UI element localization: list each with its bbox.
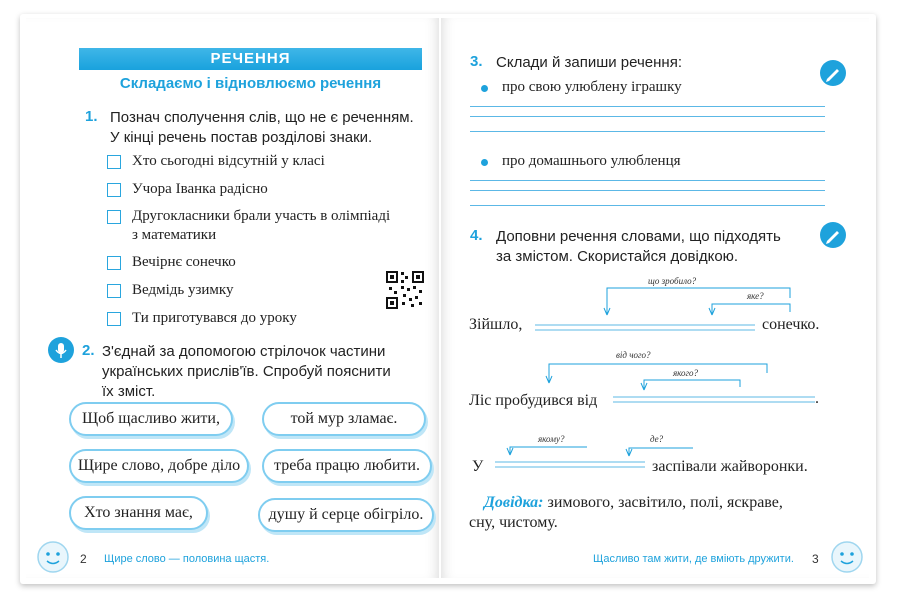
- pencil-icon: [820, 60, 846, 86]
- pencil-icon: [820, 222, 846, 248]
- task3-prompt-1: про свою улюблену іграшку: [502, 79, 682, 95]
- task1-instructions: [110, 108, 430, 148]
- checkbox-item-3[interactable]: [107, 210, 121, 224]
- item-1-text: Хто сьогодні відсутній у класі: [132, 153, 325, 169]
- sentence1-end: сонечко.: [762, 316, 820, 333]
- sentence2-end: .: [815, 390, 819, 407]
- item-3-text: Другокласники брали участь в олімпіаді: [132, 208, 391, 224]
- smiley-icon: [36, 540, 70, 574]
- checkbox-item-2[interactable]: [107, 183, 121, 197]
- task2-instructions: [102, 342, 427, 402]
- task1-line1: Познач сполучення слів, що не є реченням.: [110, 109, 414, 126]
- writing-line: [470, 116, 825, 117]
- sentence3-question1: якому?: [538, 434, 565, 444]
- item-5-text: Ведмідь узимку: [132, 282, 234, 298]
- task3-prompt-2: про домашнього улюбленця: [502, 153, 681, 169]
- writing-line[interactable]: [470, 205, 825, 206]
- footer-proverb-right: Щасливо там жити, де вміють дружити.: [593, 553, 794, 565]
- hint-words-2: сну, чистому.: [469, 514, 558, 531]
- task1-number: 1.: [85, 108, 98, 125]
- bullet: [481, 85, 488, 92]
- qr-code-icon[interactable]: [385, 270, 425, 310]
- writing-line: [470, 190, 825, 191]
- task4-number: 4.: [470, 227, 483, 244]
- task3-number: 3.: [470, 53, 483, 70]
- sentence2-question2: якого?: [673, 368, 699, 378]
- task1-line2: У кінці речень постав розділові знаки.: [110, 129, 373, 146]
- writing-line: [470, 106, 825, 107]
- proverb-start-1[interactable]: Щоб щасливо жити,: [69, 402, 233, 436]
- task2-line1: З'єднай за допомогою стрілочок частини: [102, 343, 386, 360]
- task2-line3: їх зміст.: [102, 383, 156, 400]
- proverb-end-1[interactable]: той мур зламає.: [262, 402, 426, 436]
- item-2-text: Учора Іванка радісно: [132, 181, 268, 197]
- section-banner: РЕЧЕННЯ: [79, 48, 422, 70]
- checkbox-item-4[interactable]: [107, 256, 121, 270]
- bullet: [481, 159, 488, 166]
- task4-line1: Доповни речення словами, що підходять: [496, 228, 781, 245]
- checkbox-item-1[interactable]: [107, 155, 121, 169]
- sentence3-start: У: [472, 458, 484, 475]
- item-3-text-cont: з математики: [132, 227, 217, 243]
- task2-number: 2.: [82, 342, 95, 359]
- proverb-end-2[interactable]: треба працю любити.: [262, 449, 432, 483]
- proverb-start-2[interactable]: Щире слово, добре діло: [69, 449, 249, 483]
- item-6-text: Ти приготувався до уроку: [132, 310, 297, 326]
- writing-line: [470, 180, 825, 181]
- footer-proverb-left: Щире слово — половина щастя.: [104, 553, 270, 565]
- page-number-left: 2: [80, 552, 87, 566]
- hint-box: [484, 492, 824, 514]
- checkbox-item-6[interactable]: [107, 312, 121, 326]
- sentence3-end: заспівали жайворонки.: [652, 458, 808, 475]
- sentence2-question1: від чого?: [616, 350, 651, 360]
- sentence1-question2: яке?: [747, 291, 764, 301]
- microphone-icon: [48, 337, 74, 363]
- task2-line2: українських прислів'їв. Спробуй пояснити: [102, 363, 391, 380]
- task4-instructions: [496, 227, 816, 267]
- sentence1-start: Зійшло,: [469, 316, 523, 333]
- writing-line[interactable]: [470, 131, 825, 132]
- sentence2-start: Ліс пробудився від: [469, 392, 598, 409]
- proverb-start-3[interactable]: Хто знання має,: [69, 496, 208, 530]
- task4-line2: за змістом. Скористайся довідкою.: [496, 248, 739, 265]
- smiley-icon: [830, 540, 864, 574]
- page-number-right: 3: [812, 552, 819, 566]
- checkbox-item-5[interactable]: [107, 284, 121, 298]
- item-4-text: Вечірнє сонечко: [132, 254, 236, 270]
- sentence3-question2: де?: [650, 434, 664, 444]
- sentence1-question1: що зробило?: [648, 276, 697, 286]
- task3-title: Склади й запиши речення:: [496, 54, 683, 71]
- proverb-end-3[interactable]: душу й серце обігріло.: [258, 498, 434, 532]
- hint-label: Довідка:: [484, 494, 544, 511]
- section-subtitle: Складаємо і відновлюємо речення: [119, 75, 382, 92]
- hint-words-1: зимового, засвітило, полі, яскраве,: [547, 494, 783, 511]
